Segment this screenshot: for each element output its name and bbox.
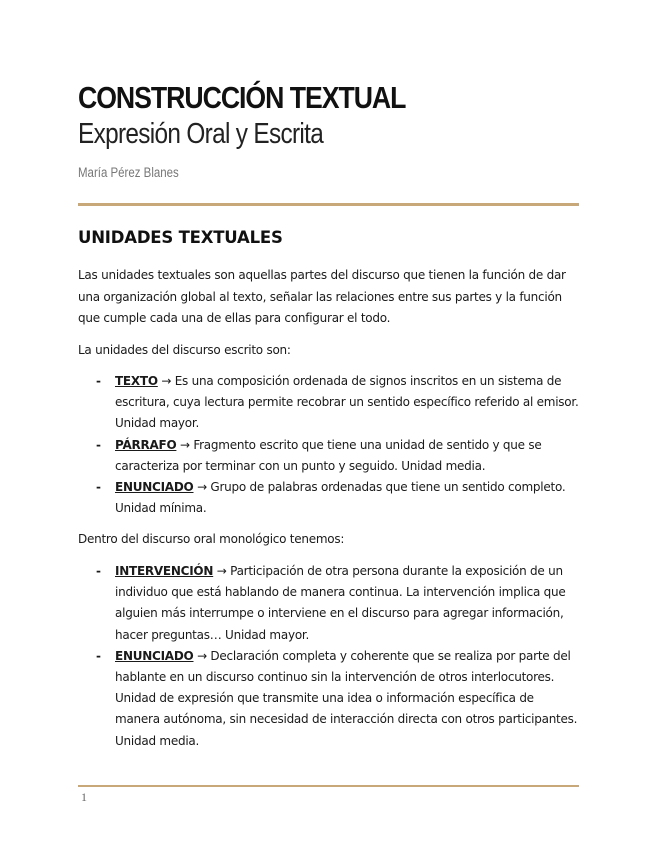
- term-label: PÁRRAFO: [115, 437, 177, 452]
- dash-bullet: -: [96, 437, 101, 452]
- dash-bullet: -: [96, 564, 101, 578]
- oral-units-list: [78, 561, 579, 752]
- term-definition: → Es una composición ordenada de signos inscritos en un sistema de escritura, cuya lectura permite recobrar un sentido específico referido al emisor. Unidad mayor.: [115, 374, 579, 431]
- list-item: [78, 371, 579, 435]
- dash-bullet: -: [96, 374, 101, 388]
- list-item: [78, 435, 579, 477]
- term-label: TEXTO: [115, 374, 158, 388]
- oral-units-intro: Dentro del discurso oral monológico tenemos:: [78, 532, 345, 546]
- term-definition: → Fragmento escrito que tiene una unidad de sentido y que se caracteriza por terminar con un punto y seguido. Unidad media.: [115, 437, 542, 473]
- dash-bullet: -: [96, 480, 101, 495]
- written-units-list: [78, 371, 579, 519]
- list-item: [78, 561, 579, 646]
- section-heading: UNIDADES TEXTUALES: [78, 228, 283, 247]
- term-label: ENUNCIADO: [115, 480, 194, 495]
- list-item: [78, 477, 579, 519]
- footer-divider: [78, 785, 579, 787]
- document-author: María Pérez Blanes: [78, 165, 179, 180]
- document-page: [78, 0, 579, 848]
- document-title: CONSTRUCCIÓN TEXTUAL: [78, 80, 406, 115]
- term-definition: → Grupo de palabras ordenadas que tiene un sentido completo. Unidad mínima.: [115, 480, 566, 516]
- dash-bullet: -: [96, 648, 101, 663]
- intro-paragraph: Las unidades textuales son aquellas partes del discurso que tienen la función de dar una organización global al texto, señalar las relaciones entre sus partes y la función que cumple cada una de ellas para configurar el todo.: [78, 268, 566, 325]
- header-divider: [78, 203, 579, 206]
- term-definition: → Declaración completa y coherente que se realiza por parte del hablante en un discurso continuo sin la intervención de otros interlocutores. Unidad de expresión que transmite una idea o información específica de manera autónoma, sin necesidad de interacción directa con otros participantes. Unidad media.: [115, 648, 578, 748]
- term-definition: → Participación de otra persona durante la exposición de un individuo que está hablando de manera continua. La intervención implica que alguien más interrumpe o interviene en el discurso para agregar información, hacer preguntas… Unidad mayor.: [115, 564, 566, 642]
- term-label: ENUNCIADO: [115, 648, 194, 663]
- page-number: 1: [81, 790, 87, 804]
- written-units-intro: La unidades del discurso escrito son:: [78, 343, 291, 357]
- list-item: [78, 646, 579, 752]
- document-subtitle: Expresión Oral y Escrita: [78, 118, 324, 150]
- term-label: INTERVENCIÓN: [115, 564, 214, 578]
